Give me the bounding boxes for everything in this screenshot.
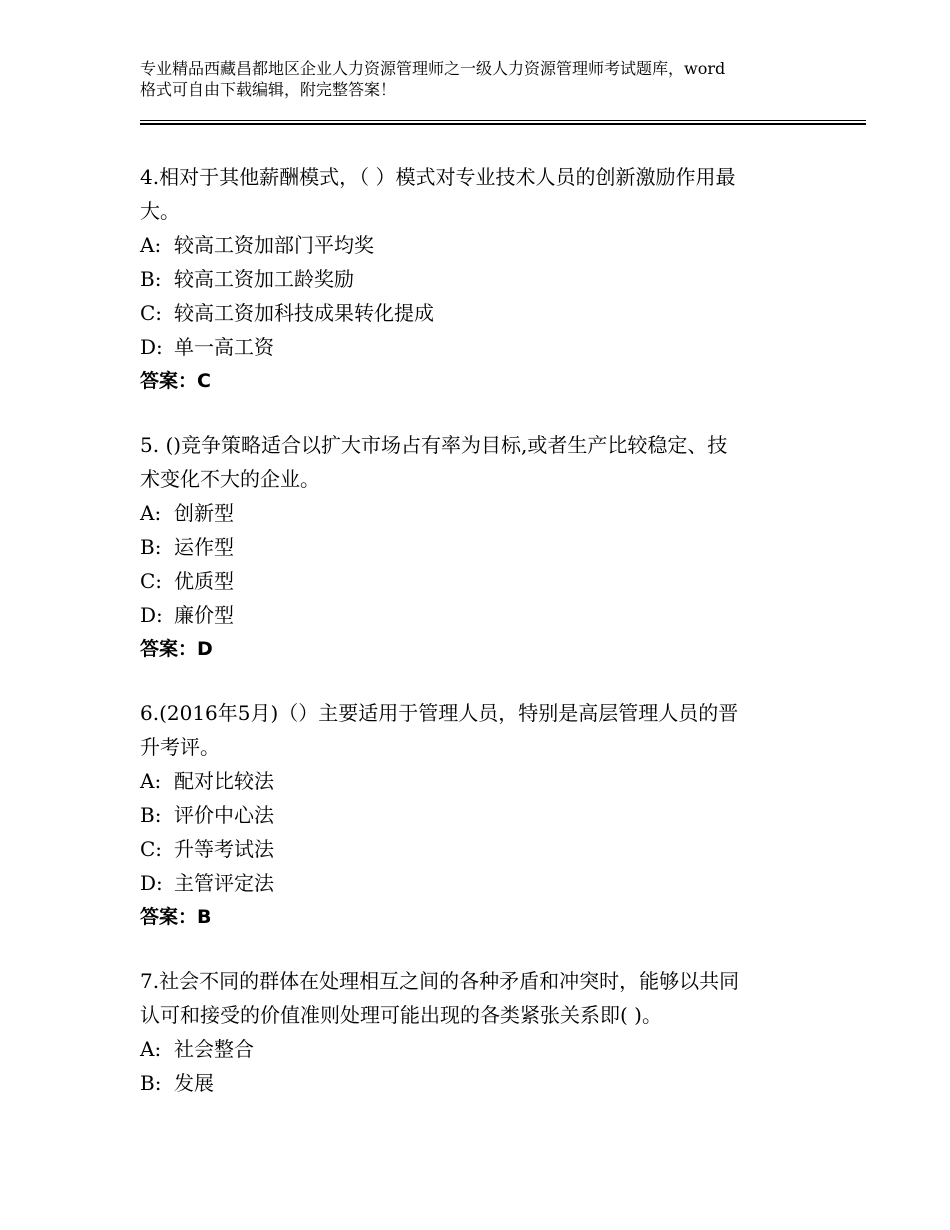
question-stem-line: 升考评。 — [140, 735, 220, 759]
document-header — [140, 58, 840, 100]
option-c — [140, 564, 820, 598]
option-text: 发展 — [174, 1071, 214, 1095]
option-letter: B: — [140, 535, 162, 559]
option-text: 评价中心法 — [174, 803, 274, 827]
option-letter: B: — [140, 803, 162, 827]
answer-label: 答案：B — [140, 906, 212, 928]
option-text: 主管评定法 — [174, 871, 274, 895]
header-line-1: 专业精品西藏昌都地区企业人力资源管理师之一级人力资源管理师考试题库，word — [140, 59, 726, 78]
question-6 — [140, 696, 820, 934]
option-letter: B: — [140, 1071, 162, 1095]
option-letter: C: — [140, 569, 163, 593]
header-divider-thin — [140, 120, 866, 121]
option-letter: A: — [140, 501, 162, 525]
answer-label: 答案：D — [140, 638, 213, 660]
header-line-2: 格式可自由下载编辑，附完整答案！ — [140, 80, 397, 99]
question-stem — [140, 160, 820, 228]
option-letter: A: — [140, 769, 162, 793]
option-letter: D: — [140, 335, 163, 359]
option-letter: A: — [140, 1037, 162, 1061]
question-stem-line: 7.社会不同的群体在处理相互之间的各种矛盾和冲突时，能够以共同 — [140, 969, 740, 993]
option-text: 社会整合 — [174, 1037, 254, 1061]
option-a — [140, 496, 820, 530]
question-stem-line: 5. ()竞争策略适合以扩大市场占有率为目标,或者生产比较稳定、技 — [140, 433, 728, 457]
option-b — [140, 798, 820, 832]
option-text: 创新型 — [174, 501, 234, 525]
question-list — [140, 160, 820, 1130]
option-d — [140, 330, 820, 364]
question-7 — [140, 964, 820, 1100]
option-letter: B: — [140, 267, 162, 291]
option-letter: C: — [140, 837, 163, 861]
option-c — [140, 296, 820, 330]
option-text: 优质型 — [174, 569, 234, 593]
question-stem-line: 4.相对于其他薪酬模式，（ ）模式对专业技术人员的创新激励作用最 — [140, 165, 736, 189]
option-text: 较高工资加工龄奖励 — [174, 267, 354, 291]
option-a — [140, 764, 820, 798]
option-text: 单一高工资 — [174, 335, 274, 359]
option-letter: D: — [140, 871, 163, 895]
question-4 — [140, 160, 820, 398]
option-b — [140, 262, 820, 296]
header-divider-thick — [140, 123, 866, 125]
question-5 — [140, 428, 820, 666]
answer-label: 答案：C — [140, 370, 211, 392]
option-letter: C: — [140, 301, 163, 325]
option-text: 较高工资加科技成果转化提成 — [174, 301, 434, 325]
option-a — [140, 228, 820, 262]
option-d — [140, 598, 820, 632]
option-text: 廉价型 — [174, 603, 234, 627]
option-d — [140, 866, 820, 900]
question-stem — [140, 428, 820, 496]
question-stem — [140, 696, 820, 764]
option-letter: D: — [140, 603, 163, 627]
option-b — [140, 1066, 820, 1100]
question-stem-line: 认可和接受的价值准则处理可能出现的各类紧张关系即( )。 — [140, 1003, 662, 1027]
question-stem — [140, 964, 820, 1032]
question-stem-line: 术变化不大的企业。 — [140, 467, 320, 491]
option-a — [140, 1032, 820, 1066]
option-text: 较高工资加部门平均奖 — [174, 233, 374, 257]
option-letter: A: — [140, 233, 162, 257]
option-b — [140, 530, 820, 564]
option-text: 升等考试法 — [174, 837, 274, 861]
question-stem-line: 大。 — [140, 199, 180, 223]
option-text: 配对比较法 — [174, 769, 274, 793]
question-stem-line: 6.(2016年5月)（）主要适用于管理人员，特别是高层管理人员的晋 — [140, 701, 739, 725]
option-c — [140, 832, 820, 866]
option-text: 运作型 — [174, 535, 234, 559]
